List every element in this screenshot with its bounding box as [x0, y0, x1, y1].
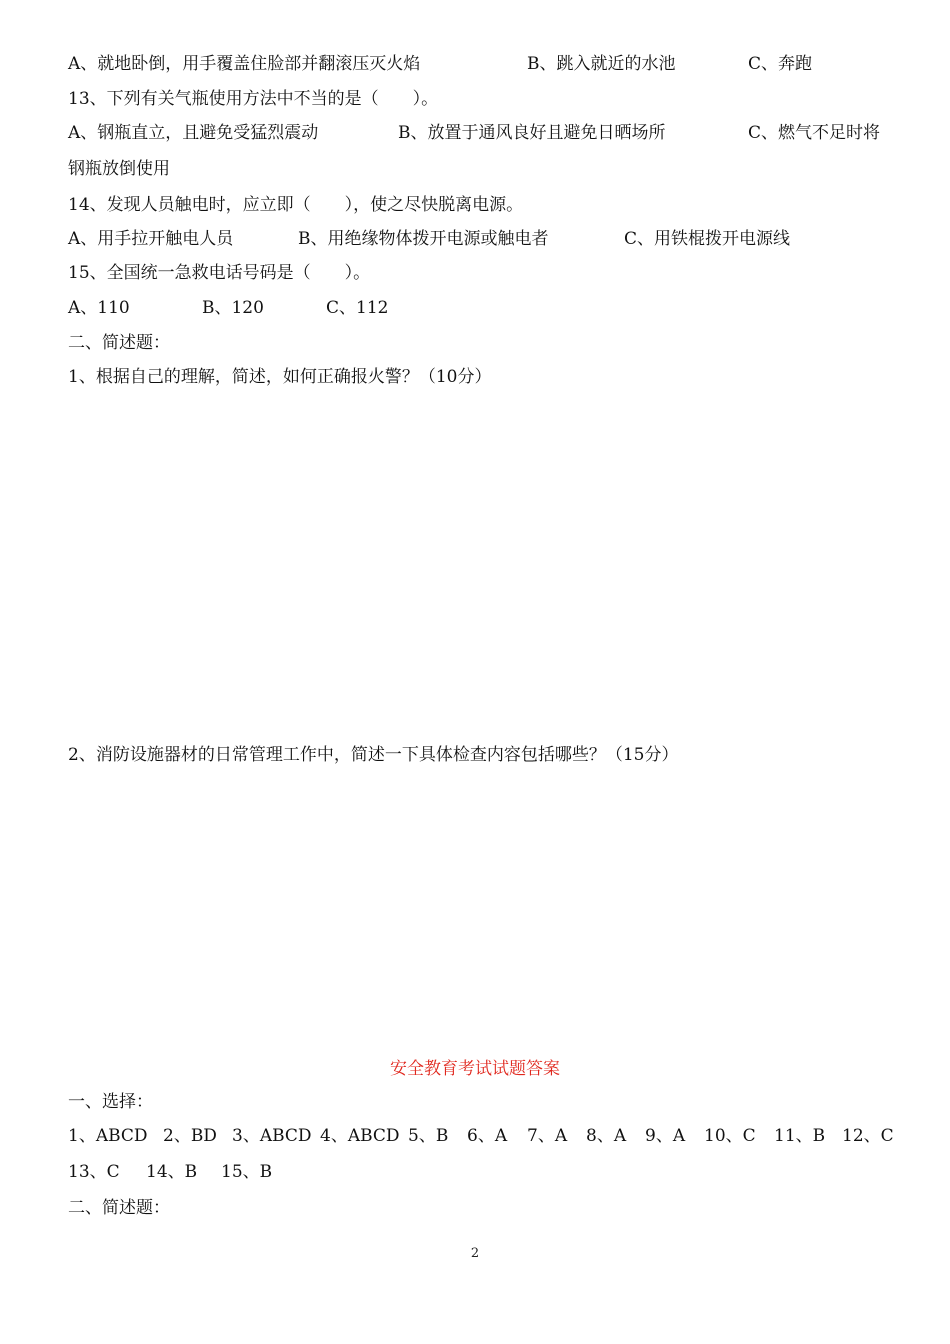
- answer-item: 5、B: [408, 1126, 449, 1146]
- q15-option-a: A、110: [68, 298, 130, 318]
- q15-stem: 15、全国统一急救电话号码是（ ）。: [68, 263, 371, 283]
- answer-item: 1、ABCD: [68, 1126, 148, 1146]
- answer-item: 2、BD: [163, 1126, 217, 1146]
- answer-item: 7、A: [527, 1126, 568, 1146]
- q13-stem: 13、下列有关气瓶使用方法中不当的是（ ）。: [68, 89, 439, 109]
- q12-option-b: B、跳入就近的水池: [527, 54, 676, 74]
- essay-question-1: 1、根据自己的理解，简述，如何正确报火警？（10分）: [68, 367, 492, 387]
- page-number: 2: [470, 1246, 480, 1261]
- q12-option-a: A、就地卧倒，用手覆盖住脸部并翻滚压灭火焰: [68, 54, 421, 74]
- q14-stem: 14、发现人员触电时，应立即（ ），使之尽快脱离电源。: [68, 195, 524, 215]
- answer-item: 4、ABCD: [320, 1126, 400, 1146]
- answers-title: 安全教育考试试题答案: [390, 1059, 560, 1079]
- section2-heading: 二、简述题：: [68, 333, 170, 353]
- q14-option-c: C、用铁棍拨开电源线: [624, 229, 791, 249]
- answer-item: 13、C: [68, 1162, 120, 1182]
- q13-option-a: A、钢瓶直立，且避免受猛烈震动: [68, 123, 319, 143]
- q13-option-c: C、燃气不足时将: [748, 123, 881, 143]
- answer-item: 3、ABCD: [232, 1126, 312, 1146]
- answer-item: 9、A: [645, 1126, 686, 1146]
- answer-item: 15、B: [221, 1162, 273, 1182]
- q13-option-b: B、放置于通风良好且避免日晒场所: [398, 123, 666, 143]
- q14-option-b: B、用绝缘物体拨开电源或触电者: [298, 229, 549, 249]
- q12-option-c: C、奔跑: [748, 54, 813, 74]
- q15-option-b: B、120: [202, 298, 264, 318]
- answer-item: 6、A: [467, 1126, 508, 1146]
- answer-item: 12、C: [842, 1126, 894, 1146]
- answers-section2-heading: 二、简述题：: [68, 1198, 170, 1218]
- q14-option-a: A、用手拉开触电人员: [68, 229, 234, 249]
- answer-item: 14、B: [146, 1162, 198, 1182]
- q13-option-c-continued: 钢瓶放倒使用: [68, 159, 170, 179]
- essay-question-2: 2、消防设施器材的日常管理工作中，简述一下具体检查内容包括哪些？（15分）: [68, 745, 679, 765]
- answer-item: 8、A: [586, 1126, 627, 1146]
- answers-section1-heading: 一、选择：: [68, 1092, 153, 1112]
- answer-item: 10、C: [704, 1126, 756, 1146]
- answer-item: 11、B: [774, 1126, 826, 1146]
- q15-option-c: C、112: [326, 298, 389, 318]
